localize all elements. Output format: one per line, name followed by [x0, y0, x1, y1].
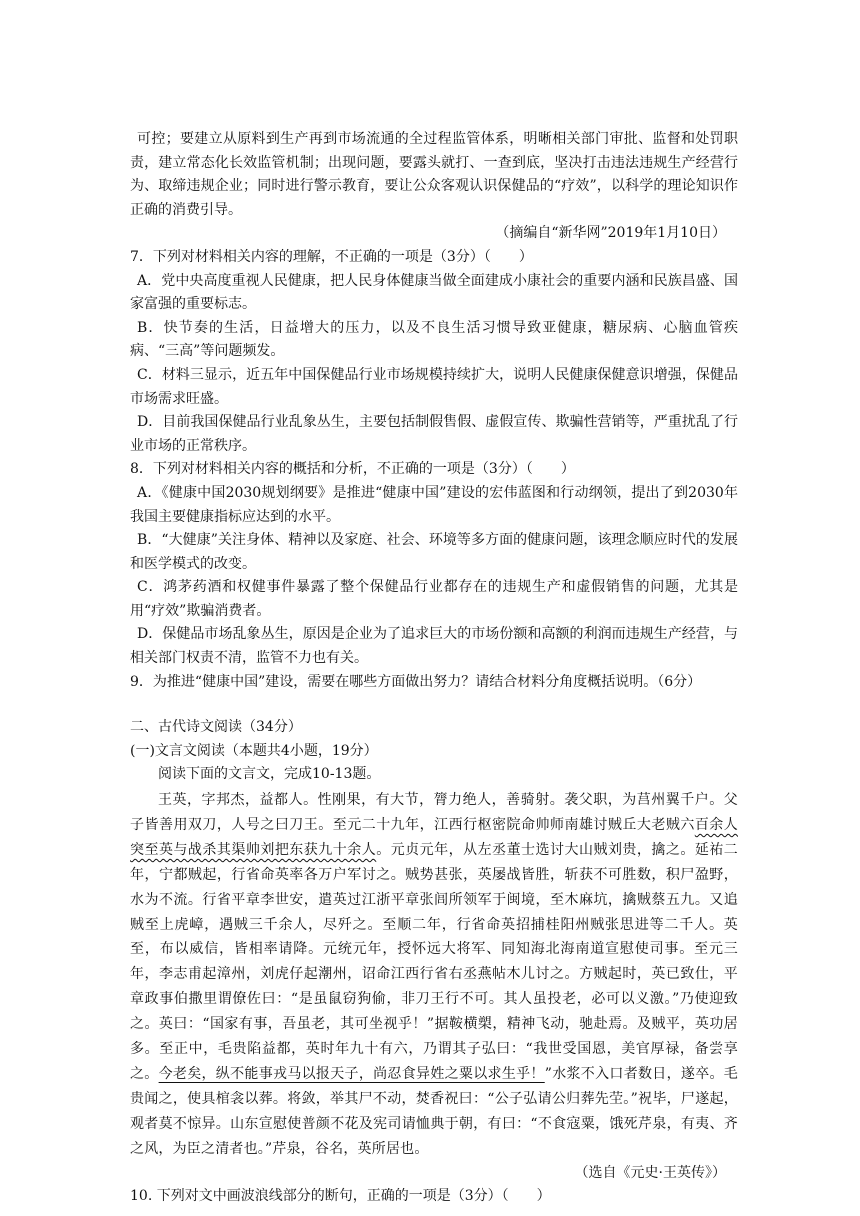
q7-option-d: D．目前我国保健品行业乱象丛生，主要包括制假售假、虚假宣传、欺骗性营销等，严重扰乱了行业市场的正常秩序。	[130, 414, 738, 454]
classical-source: （选自《元史·王英传》）	[574, 1164, 726, 1181]
section-heading: 二、古代诗文阅读（34分）	[130, 719, 302, 736]
q9-stem: 9．为推进“健康中国”建设，需要在哪些方面做出努力？请结合材料分角度概括说明。（6分）	[130, 673, 702, 690]
classical-text	[130, 788, 738, 1162]
material-paragraph: 可控；要建立从原料到生产再到市场流通的全过程监管体系，明晰相关部门审批、监督和处罚职责，建立常态化长效监管机制；出现问题，要露头就打、一查到底，坚决打击违法违规生产经营行为、取缔违规企业；同时进行警示教育，要让公众客观认识保健品的“疗效”，以科学的理论知识作正确的消费引导。	[130, 131, 738, 218]
classical-text-part-2: 。元贞元年，从左丞董士选讨大山贼刘贵，擒之。延祐二年，宁都贼起，行省命英率各万户军讨之。贼势甚张，英屡战皆胜，斩获不可胜数，积尸盈野，水为不流。行省平章李世安，遣英过江浙平章张闾所领军于闽境，至木麻坑，擒贼蔡五九。又追贼至上虎嶂，遇贼三千余人，尽歼之。至顺二年，行省命英招捕桂阳州贼张思进等二千人。英至，布以威信，皆相率请降。元统元年，授怀远大将军、同知海北海南道宣慰使司事。至元三年，李志甫起漳州，刘虎仔起潮州，诏命江西行省右丞燕帖木儿讨之。方贼起时，英已致仕，平章政事伯撒里谓僚佐曰：“是虽鼠窃狗偷，非刀王行不可。其人虽投老，必可以义激。”乃使迎致之。英曰：“国家有事，吾虽老，其可坐视乎！”据鞍横槊，精神飞动，驰赴焉。及贼平，英功居多。至正中，毛贵陷益都，英时年九十有六，乃谓其子弘曰：“我世受国恩，美官厚禄，备尝享之。	[130, 841, 739, 1082]
subsection-heading: (一)文言文阅读（本题共4小题，19分）	[130, 742, 378, 759]
q8-stem: 8．下列对材料相关内容的概括和分析，不正确的一项是（3分）（ ）	[130, 461, 575, 478]
reading-instruction: 阅读下面的文言文，完成10-13题。	[158, 766, 381, 783]
classical-text-part-1: 王英，字邦杰，益都人。性刚果，有大节，膂力绝人，善骑射。袭父职，为莒州翼千户。父子皆善用双刀，人号之曰刀王。至元二十九年，江西行枢密院命帅师南雄讨贼丘大老贼六	[130, 792, 738, 833]
wavy-underlined-text: 百余人突至英与战杀其渠帅刘把东获九十余人	[130, 816, 738, 858]
q7-option-a: A．党中央高度重视人民健康，把人民身体健康当做全面建成小康社会的重要内涵和民族昌盛、国家富强的重要标志。	[130, 272, 738, 313]
material-source: （摘编自“新华网”2019年1月10日）	[495, 225, 726, 242]
classical-paragraph	[130, 788, 738, 1162]
q8-option-d: D．保健品市场乱象丛生，原因是企业为了追求巨大的市场份额和高额的利润而违规生产经营，与相关部门权责不清，监管不力也有关。	[130, 626, 738, 667]
q8-option-c: C．鸿茅药酒和权健事件暴露了整个保健品行业都存在的违规生产和虚假销售的问题，尤其是用“疗效”欺骗消费者。	[130, 579, 738, 619]
q8-option-b: B．“大健康”关注身体、精神以及家庭、社会、环境等多方面的健康问题，该理念顺应时代的发展和医学模式的改变。	[130, 532, 738, 572]
q7-stem: 7．下列对材料相关内容的理解，不正确的一项是（3分）（ ）	[130, 248, 533, 265]
section-gap	[130, 694, 738, 716]
q7-option-c: C．材料三显示，近五年中国保健品行业市场规模持续扩大，说明人民健康保健意识增强，保健品市场需求旺盛。	[130, 366, 738, 407]
q8-option-a: A．《健康中国2030规划纲要》是推进“健康中国”建设的宏伟蓝图和行动纲领，提出了到2030年我国主要健康指标应达到的水平。	[130, 484, 738, 525]
q10-stem: 10. 下列对文中画波浪线部分的断句，正确的一项是（3分）（ ）	[130, 1188, 551, 1205]
q7-option-b: B．快节奏的生活，日益增大的压力，以及不良生活习惯导致亚健康，糖尿病、心脑血管疾病、“三高”等问题频发。	[130, 319, 738, 360]
classical-text-part-3: ”水浆不入口者数日，遂卒。毛贵闻之，使具棺衾以葬。将敛，举其尸不动，焚香祝曰：“公子弘请公归葬先茔。”祝毕，尸遂起，观者莫不惊异。山东宣慰使普颜不花及宪司请恤典于朝，有曰：“不食寇粟，饿死芹泉，有夷、齐之风，为臣之清者也。”芹泉，谷名，英所居也。	[130, 1066, 738, 1157]
exam-page	[130, 128, 738, 1209]
underlined-text: 今老矣，纵不能事戎马以报天子，尚忍食异姓之粟以求生乎！	[158, 1066, 545, 1082]
